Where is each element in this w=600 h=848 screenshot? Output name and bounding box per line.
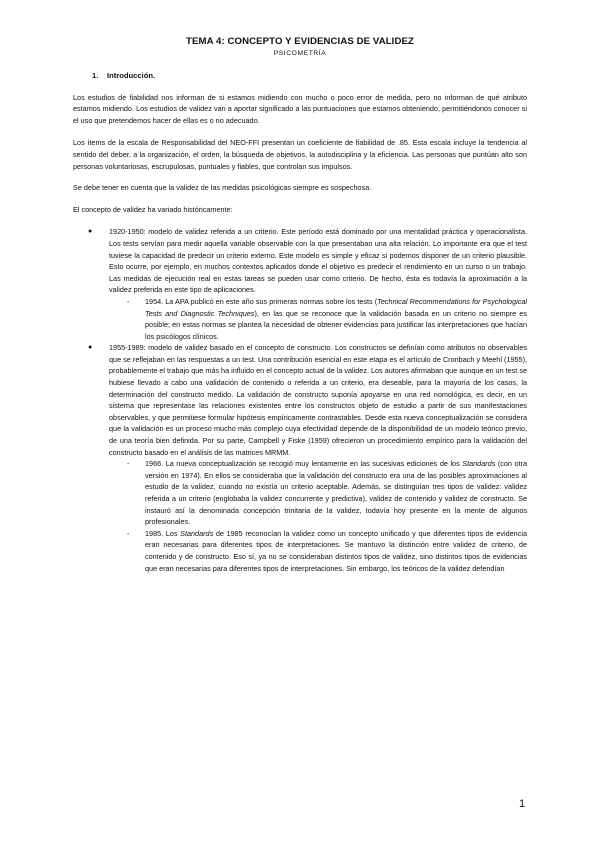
sub-item-text-post: (con otra versión en 1974). En ellos se consideraba que la validación del constructo era una de las posibles aproximaciones al estudio de la validez, cuando no existía un criterio aceptable. Además, se distinguían tres tipos de validez: validez referida a un criterio (englobaba la validez concurrente y predictiva), validez de contenido y validez de constructo. Se instauró así la denominada concepción trinitaria de la validez, todavía hoy presente en la mente de algunos profesionales. [145,459,527,527]
section-number: 1. [92,71,99,80]
list-item-text: 1920-1950: modelo de validez referida a un criterio. Este período está dominado por una mentalidad práctica y operacionalista. Los tests servían para medir aquella variable observable con la que presentaban una alta relación. Lo importante era que el test tuviese la capacidad de predecir un criterio externo. Este modelo es simple y eficaz si podemos disponer de un criterio plausible. Esto ocurre, por ejemplo, en muchos contextos aplicados donde el objetivo es predecir el rendimiento en un curso o un trabajo. Las medidas de ejecución real en estas tareas se pueden usar como criterio. De hecho, ésta es todavía la aproximación a la validez preferida en este tipo de aplicaciones. [109,227,527,295]
list-item [73,342,527,574]
bullet-icon: ● [88,344,93,352]
sub-item-title-italic: Technical Recommendations for Psychological Tests and Diagnostic Techniques [145,296,527,318]
sub-list-item [109,296,527,342]
dash-icon: - [127,528,130,538]
paragraph-sospechosa: Se debe tener en cuenta que la validez de las medidas psicológicas siempre es sospechosa. [73,183,372,193]
page-content [73,36,527,574]
dash-icon: - [127,459,130,469]
sub-item-text-pre: 1954. La APA publicó en este año sus primeras normas sobre los tests ( [145,296,378,306]
section-title: Introducción. [107,71,156,80]
paragraph-neo-ffi: Los ítems de la escala de Responsabilidad del NEO-FFI presentan un coeficiente de fiabilidad de .85. Esta escala incluye la tendencia al sentido del deber, a la organización, el orden, la búsqueda de objetivos, la autodisciplina y la eficiencia. Las personas que puntúan alto son personas voluntariosas, escrupulosas, puntuales y fiables, que controlan sus impulsos. [73,138,527,171]
sub-list [109,296,527,342]
sub-list-item [109,458,527,528]
sub-item-title-italic: Standards [180,528,214,538]
sub-item-text-pre: 1966. La nueva conceptualización se recogió muy lentamente en las sucesivas ediciones de los [145,459,463,469]
sub-list-item [109,528,527,574]
list-item [73,226,527,342]
section-heading [92,70,527,82]
sub-item-text-pre: 1985. Los [145,528,181,538]
document-subtitle: PSICOMETRÍA [273,50,327,57]
paragraph-intro: Los estudios de fiabilidad nos informan de si estamos midiendo con mucho o poco error de medida, pero no informan de qué atributo estamos midiendo. Los estudios de validez van a aportar significado a las puntuaciones que estamos obteniendo, permitiéndonos conocer si el uso que pretendemos hacer de ellas es o no adecuado. [73,92,527,125]
paragraph-historia: El concepto de validez ha variado históricamente: [73,204,233,214]
bullet-icon: ● [88,228,93,236]
document-title: TEMA 4: CONCEPTO Y EVIDENCIAS DE VALIDEZ [186,36,414,47]
sub-item-title-italic: Standards [462,459,496,469]
page-number: 1 [519,798,526,810]
history-list [73,226,527,574]
sub-item-text-post: de 1985 reconocían la validez como un concepto unificado y que diferentes tipos de evidencia eran necesarias para diferentes tipos de interpretaciones. Se mantuvo la distinción entre validez de criterio, de contenido y de constructo. Eso sí, ya no se consideraban distintos tipos de validez, sino distintos tipos de evidencias que eran necesarias para diferentes tipos de interpretaciones. Sin embargo, los teóricos de la validez defendían [145,528,527,573]
sub-list [109,458,527,574]
sub-item-text-post: ), en las que se reconoce que la validación basada en un criterio no siempre es posible; en estas normas se plantea la necesidad de obtener evidencias para justificar las interpretaciones que hacían los psicólogos clínicos. [145,308,527,341]
list-item-text: 1955-1989: modelo de validez basado en el concepto de constructo. Los constructos se definían como atributos no observables que se reflejaban en las respuestas a un test. Una contribución esencial en este etapa es el artículo de Cronbach y Meehl (1955), probablemente el trabajo que más ha influido en el concepto actual de la validez. Los autores afirmaban que aunque en un test se hubiese llevado a cabo una validación de contenido o referida a un criterio, era deseable, para la mayoría de los casos, la determinación del constructo medido. La validación de constructo suponía apoyarse en una red nomológica, es decir, en un sistema que representase las relaciones existentes entre los constructos objeto de estudio a partir de sus manifestaciones observables, y que permitiese formular hipótesis empíricamente contrastables. Desde esta nueva conceptualización se considera que la validación es un proceso mucho más complejo cuya efectividad depende de la disponibilidad de un modelo teórico previo, de una teoría bien definida. Por su parte, Campbell y Fiske (1959) ofrecieron un procedimiento empírico para la validación del constructo basado en el análisis de las matrices MRMM. [109,343,527,457]
dash-icon: - [127,296,130,306]
